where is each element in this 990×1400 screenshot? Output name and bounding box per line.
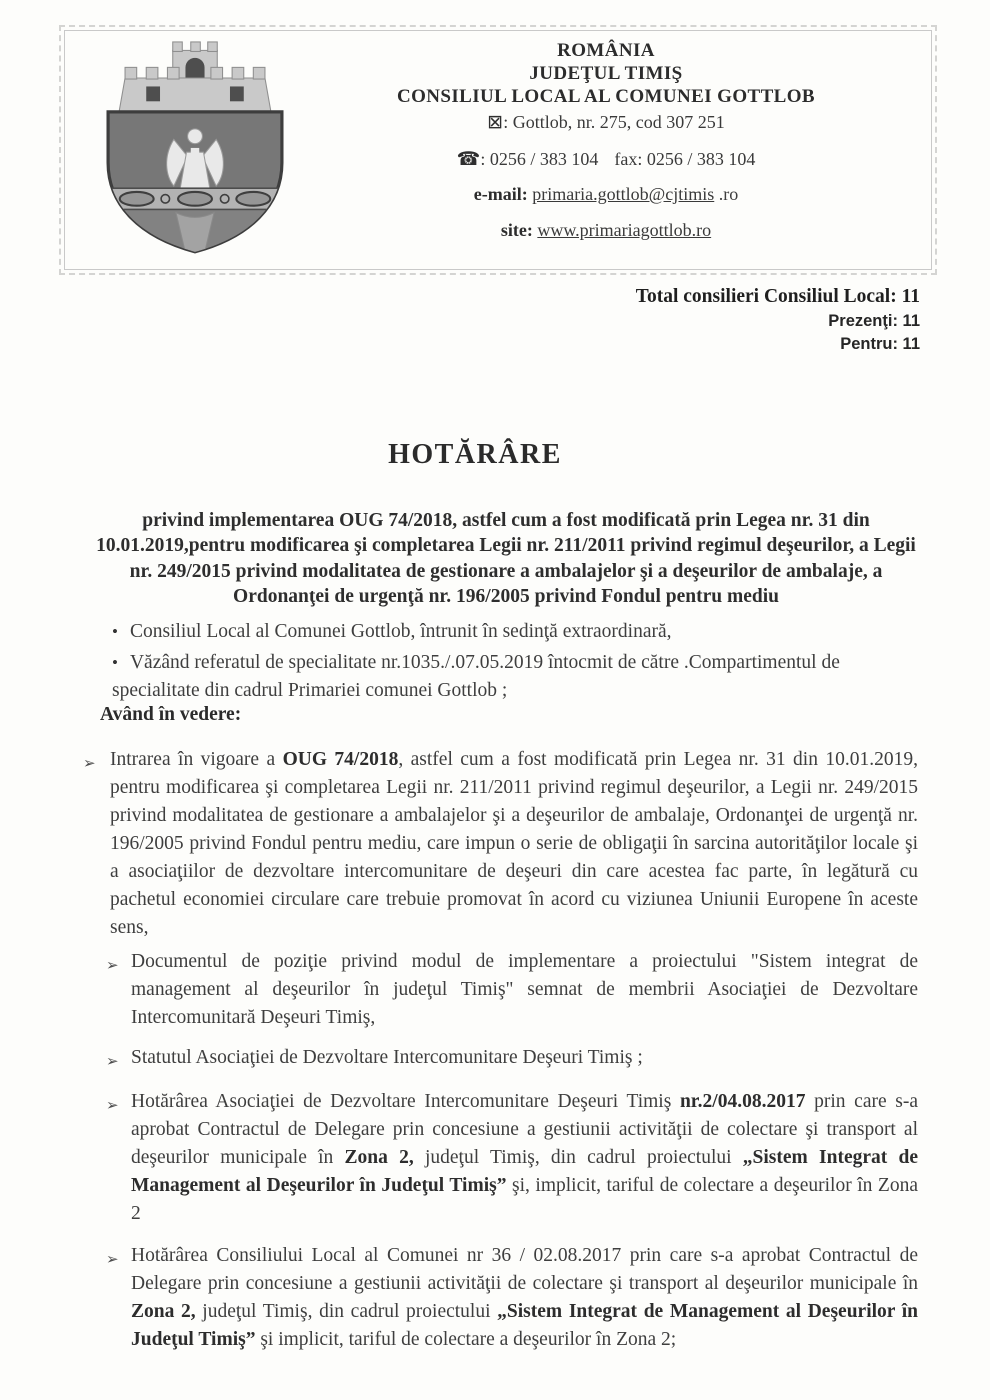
phone-row xyxy=(295,148,917,170)
ornamental-band xyxy=(104,188,286,209)
phone-number: : 0256 / 383 104 xyxy=(480,149,599,169)
text-segment: Documentul de poziţie privind modul de implementare a proiectului "Sistem integrat de management al deşeurilor în judeţul Timiş" semnat de membrii Asociaţiei de Dezvoltare Intercomunitară Deşeuri Timiş, xyxy=(131,951,918,1028)
arrow-bullet-icon: ➢ xyxy=(106,1250,119,1268)
arrow-bullet-icon: ➢ xyxy=(106,1052,119,1070)
gottlob-coat-of-arms xyxy=(89,37,301,261)
phone-icon: ☎ xyxy=(456,148,481,170)
having-item xyxy=(106,1044,918,1072)
preamble-bullet xyxy=(112,618,912,646)
country-name: ROMÂNIA xyxy=(557,40,655,61)
councillor-counters xyxy=(636,286,920,354)
envelope-icon: ⊠ xyxy=(487,111,504,133)
text-segment: prin care s-a aprobat Contractul de Delegare prin concesiune a gestiunii activităţii de colectare şi transport al deşeurilor municipale în xyxy=(131,1091,919,1168)
text-segment: judeţul Timiş, din cadrul proiectului xyxy=(413,1147,743,1168)
having-item xyxy=(106,948,918,1032)
email-row xyxy=(295,184,917,205)
text-segment: Hotărârea Consiliului Local al Comunei nr 36 / 02.08.2017 prin care s-a aprobat Contractul de Delegare prin concesiune a gestiunii activităţii de colectare şi transport al deşeurilor municipale în xyxy=(131,1245,918,1294)
fax-number: fax: 0256 / 383 104 xyxy=(614,149,756,169)
bullet-icon: • xyxy=(112,653,118,672)
text-segment: „Sistem Integrat de Management al Deşeurilor în Judeţul Timiş” xyxy=(131,1147,918,1196)
having-item xyxy=(106,1088,919,1228)
arrow-bullet-icon: ➢ xyxy=(83,754,96,772)
text-segment: Zona 2, xyxy=(131,1301,196,1322)
letterhead xyxy=(64,30,932,270)
text-segment: OUG 74/2018 xyxy=(282,749,399,770)
text-segment: „Sistem Integrat de Management al Deşeurilor în Judeţul Timiş” xyxy=(131,1301,918,1350)
text-segment: Hotărârea Asociaţiei de Dezvoltare Intercomunitare Deşeuri Timiş xyxy=(131,1091,680,1112)
text-segment: nr.2/04.08.2017 xyxy=(679,1091,806,1112)
site-row xyxy=(295,220,917,241)
arrow-bullet-icon: ➢ xyxy=(106,956,119,974)
letterhead-text xyxy=(295,39,917,241)
text-segment: Consiliul Local al Comunei Gottlob, întrunit în sedinţă extraordinară, xyxy=(129,621,672,642)
council-name: CONSILIUL LOCAL AL COMUNEI GOTTLOB xyxy=(397,86,815,107)
having-item xyxy=(83,746,918,942)
preamble-bullet xyxy=(112,649,912,705)
text-segment: Statutul Asociaţiei de Dezvoltare Intercomunitare Deşeuri Timiş ; xyxy=(131,1047,643,1068)
site-label: site: xyxy=(500,220,533,240)
text-segment: Văzând referatul de specialitate nr.1035./.07.05.2019 întocmit de către .Compartimentul de specialitate din cadrul Primariei comunei Gottlob ; xyxy=(112,652,840,701)
site-link[interactable]: www.primariagottlob.ro xyxy=(537,220,712,240)
having-heading: Având în vedere: xyxy=(100,704,242,725)
email-label: e-mail: xyxy=(473,184,528,204)
having-item xyxy=(106,1242,918,1354)
decision-subtitle: privind implementarea OUG 74/2018, astfel cum a fost modificată prin Legea nr. 31 din 10.01.2019,pentru modificarea şi completarea Legii nr. 211/2011 privind regimul deşeurilor, a Legii nr. 249/2015 privind modalitatea de gestionare a ambalajelor şi a deşeurilor de ambalaje, a Ordonanţei de urgenţă nr. 196/2005 privind Fondul pentru mediu xyxy=(96,509,916,607)
text-segment: judeţul Timiş, din cadrul proiectului xyxy=(195,1301,498,1322)
councilors-total: Total consilieri Consiliul Local: 11 xyxy=(635,286,920,307)
councilors-for: Pentru: 11 xyxy=(840,335,920,353)
email-suffix: .ro xyxy=(714,184,739,204)
arrow-bullet-icon: ➢ xyxy=(106,1096,119,1114)
address-text: : Gottlob, nr. 275, cod 307 251 xyxy=(503,112,725,132)
castle-crown-icon xyxy=(119,42,272,114)
text-segment: Intrarea în vigoare a xyxy=(110,749,283,770)
bullet-icon: • xyxy=(112,622,118,641)
preamble xyxy=(112,618,912,708)
councilors-present: Prezenţi: 11 xyxy=(828,312,920,330)
email-link[interactable]: primaria.gottlob@cjtimis xyxy=(532,184,715,204)
county-name: JUDEŢUL TIMIŞ xyxy=(529,63,683,84)
postal-address xyxy=(295,111,917,133)
text-segment: , astfel cum a fost modificată prin Legea nr. 31 din 10.01.2019, pentru modificarea şi completarea Legii nr. 211/2011 privind regimul deşeurilor, a Legii nr. 249/2015 privind modalitatea de gestionare a ambalajelor şi a deşeurilor de ambalaje, Ordonanţei de urgenţă nr. 196/2005 privind Fondul pentru mediu, care impun o serie de obligaţii în sarcina autorităţilor locale şi a asociaţiilor de dezvoltare intercomunitare de deşeuri din care acestea fac parte, în legătură cu pachetul economiei circulare care trebuie promovat în acord cu viziunea Uniunii Europene în aceste sens, xyxy=(110,749,918,938)
text-segment: şi, implicit, tariful de colectare a deşeurilor în Zona 2 xyxy=(131,1175,919,1224)
text-segment: şi implicit, tariful de colectare a deşeurilor în Zona 2; xyxy=(255,1329,677,1350)
decision-title: HOTĂRÂRE xyxy=(388,438,562,470)
text-segment: Zona 2, xyxy=(344,1147,414,1168)
having-items xyxy=(0,746,990,1366)
